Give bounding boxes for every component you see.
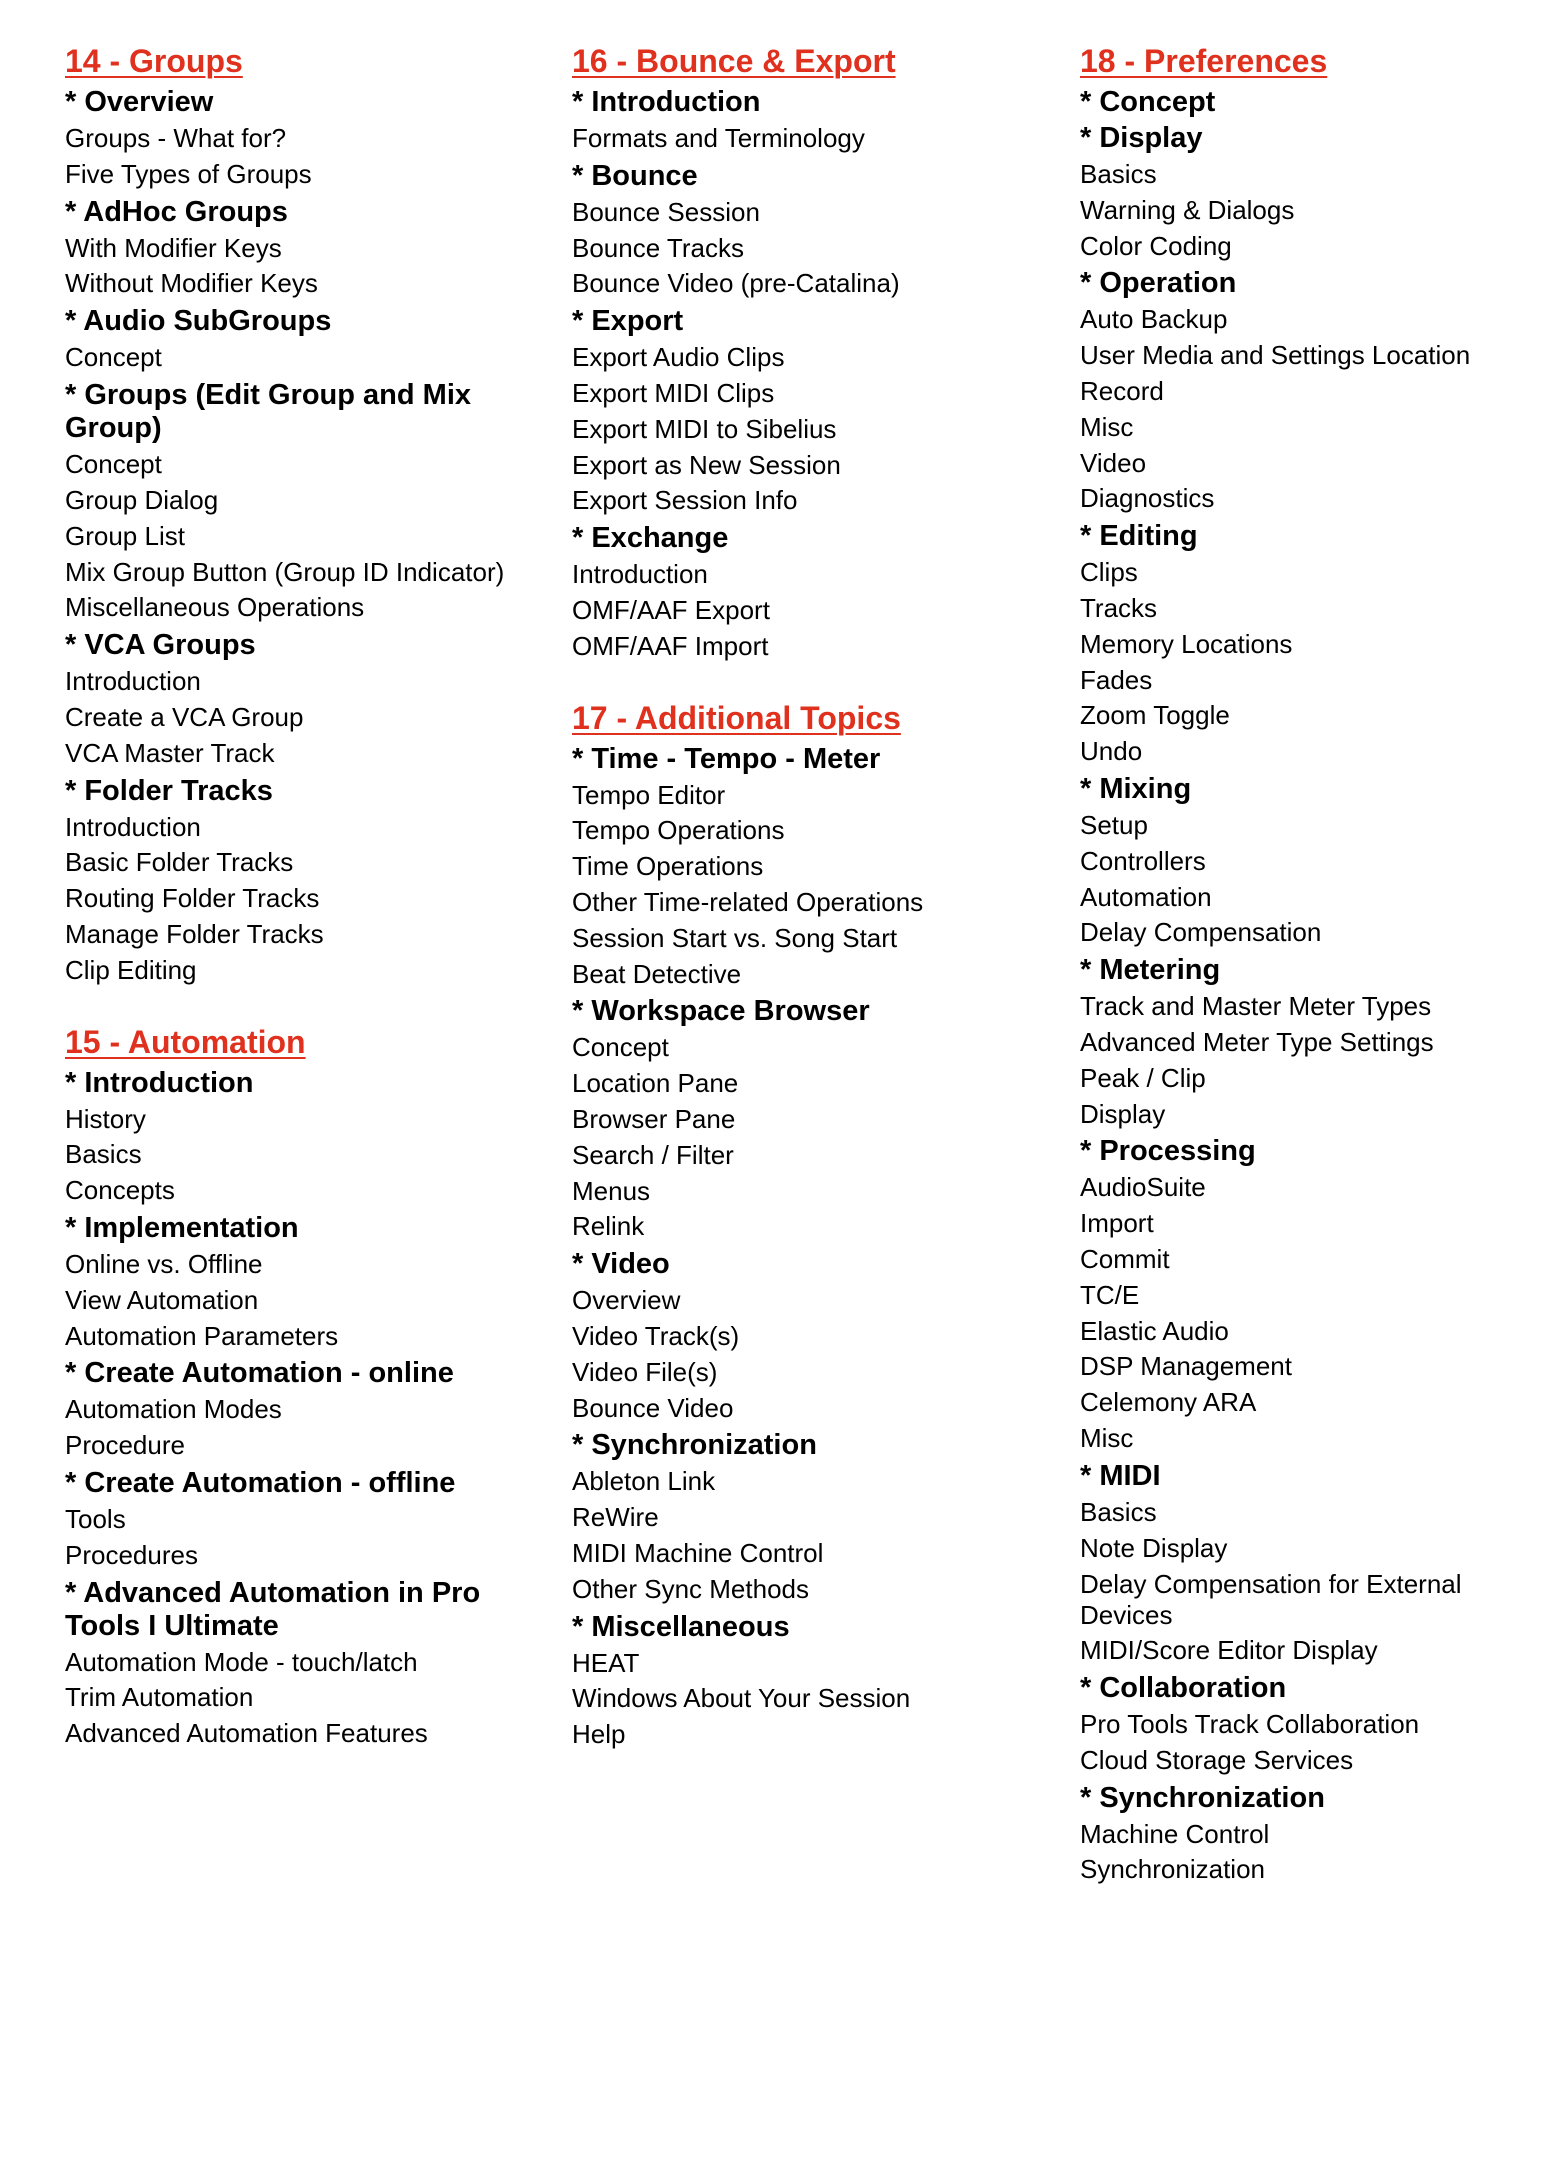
topic-item: Video Track(s) [572,1320,740,1351]
topic-item: Other Sync Methods [572,1573,809,1604]
section-heading: * Display [1080,122,1203,154]
topic-item: Beat Detective [572,958,742,989]
topic-list [65,1102,545,1209]
topic-item: Video File(s) [572,1356,718,1387]
topic-item: Concept [65,448,162,479]
section-heading: * Synchronization [1080,1781,1325,1814]
topic-item: Other Time-related Operations [572,886,924,917]
topic-list [1080,808,1556,951]
topic-item: Without Modifier Keys [65,268,318,299]
section-heading: * Groups (Edit Group and Mix Group) [65,378,471,444]
topic-list [65,1502,545,1574]
topic-item: Concepts [65,1175,175,1206]
topic-list [65,231,545,303]
topic-item: Delay Compensation for External Devices [1080,1569,1462,1631]
topic-item: Basic Folder Tracks [65,847,294,878]
section-heading: * Video [572,1248,670,1281]
topic-item: HEAT [572,1647,640,1678]
topic-list [1080,1495,1556,1669]
section-heading: * Exchange [572,522,729,555]
topic-item: Introduction [65,811,201,842]
topic-list [1080,1707,1556,1779]
topic-item: Relink [572,1211,645,1242]
topic-item: Tracks [1080,592,1158,623]
section-heading: * Bounce [572,159,698,192]
topic-item: Routing Folder Tracks [65,883,320,914]
section-heading: * Introduction [65,1066,254,1099]
topic-item: Clip Editing [65,954,197,985]
topic-item: Delay Compensation [1080,917,1322,948]
chapter-title-link[interactable]: 17 - Additional Topics [572,699,901,736]
topic-item: Automation Parameters [65,1320,339,1351]
topic-item: Overview [572,1285,681,1316]
section-heading: * Advanced Automation in Pro Tools I Ultimate [65,1576,481,1642]
topic-item: Cloud Storage Services [1080,1744,1354,1775]
topic-list [1080,989,1556,1132]
topic-item: With Modifier Keys [65,232,282,263]
section-heading: * Create Automation - online [65,1357,454,1390]
topic-list [65,810,545,989]
topic-item: Bounce Video [572,1392,734,1423]
section-heading: * VCA Groups [65,629,256,662]
topic-item: Introduction [572,559,708,590]
topic-item: OMF/AAF Import [572,630,769,661]
topic-item: Menus [572,1175,651,1206]
topic-item: Note Display [1080,1532,1228,1563]
topic-item: Color Coding [1080,230,1232,261]
topic-list [572,1030,1052,1245]
section-heading: * Introduction [572,86,761,118]
section-heading: * Audio SubGroups [65,305,332,338]
topic-list [572,778,1052,993]
topic-item: Group Dialog [65,484,219,515]
topic-item: Pro Tools Track Collaboration [1080,1709,1420,1740]
topic-list [572,340,1052,519]
topic-list [1080,302,1556,517]
topic-item: Manage Folder Tracks [65,918,324,949]
topic-item: Session Start vs. Song Start [572,922,898,953]
topic-item: Peak / Clip [1080,1062,1206,1093]
topic-list [1080,555,1556,770]
topic-item: Procedure [65,1430,185,1461]
topic-item: Groups - What for? [65,123,287,153]
section-heading: * MIDI [1080,1459,1161,1492]
topic-item: Help [572,1719,626,1750]
section-heading: * Folder Tracks [65,774,273,807]
topic-item: Create a VCA Group [65,701,304,732]
section-heading: * Time - Tempo - Meter [572,742,881,775]
toc-column-3 [1080,40,1556,1888]
topic-item: Clips [1080,557,1138,588]
topic-item: Warning & Dialogs [1080,194,1295,225]
topic-item: User Media and Settings Location [1080,340,1471,371]
section-heading: * Overview [65,86,214,118]
topic-item: Search / Filter [572,1139,734,1170]
topic-list [65,121,545,193]
topic-item: Fades [1080,664,1153,695]
topic-list [65,664,545,771]
topic-item: MIDI/Score Editor Display [1080,1635,1378,1666]
section-heading: * Export [572,305,684,338]
chapter-14-groups [65,40,545,989]
section-heading: * Workspace Browser [572,995,870,1028]
topic-item: Formats and Terminology [572,123,865,153]
topic-item: Advanced Automation Features [65,1718,428,1749]
topic-list [572,557,1052,664]
chapter-15-automation [65,1021,545,1752]
topic-item: Advanced Meter Type Settings [1080,1026,1434,1057]
topic-item: Basics [1080,1496,1157,1527]
topic-item: TC/E [1080,1279,1140,1310]
topic-list [65,447,545,626]
topic-item: Automation [1080,881,1212,912]
topic-item: Memory Locations [1080,628,1293,659]
toc-column-1 [65,40,545,1752]
topic-item: Commit [1080,1243,1170,1274]
topic-item: Bounce Tracks [572,232,744,263]
topic-item: VCA Master Track [65,737,275,768]
topic-item: Synchronization [1080,1854,1265,1885]
topic-item: OMF/AAF Export [572,594,770,625]
topic-item: History [65,1103,146,1134]
topic-item: Import [1080,1208,1154,1239]
topic-item: Auto Backup [1080,304,1228,335]
topic-item: Export Session Info [572,485,798,516]
topic-item: Tools [65,1503,126,1534]
topic-item: Group List [65,520,185,551]
topic-item: Record [1080,375,1164,406]
topic-item: Five Types of Groups [65,158,312,189]
section-heading: * Editing [1080,520,1198,553]
chapter-title-link[interactable]: 16 - Bounce & Export [572,43,896,79]
topic-item: Automation Modes [65,1394,282,1425]
topic-item: Basics [1080,159,1157,189]
topic-item: Export MIDI to Sibelius [572,413,837,444]
topic-list [65,1392,545,1464]
chapter-17-additional-topics [572,697,1052,1753]
topic-list [572,121,1052,157]
topic-item: Celemony ARA [1080,1387,1257,1418]
topic-item: Procedures [65,1539,198,1570]
chapter-title-link[interactable]: 15 - Automation [65,1023,306,1060]
topic-item: Undo [1080,736,1143,767]
chapter-title-link[interactable]: 18 - Preferences [1080,43,1328,79]
topic-item: Misc [1080,411,1134,442]
topic-item: Miscellaneous Operations [65,592,365,623]
topic-item: Diagnostics [1080,483,1215,514]
chapter-18-preferences [1080,40,1556,1888]
topic-list [1080,1170,1556,1456]
topic-item: Misc [1080,1422,1134,1453]
topic-item: Controllers [1080,845,1206,876]
section-heading: * Synchronization [572,1429,817,1462]
topic-item: Export Audio Clips [572,342,785,373]
topic-item: Tempo Operations [572,815,785,846]
topic-item: Automation Mode - touch/latch [65,1646,418,1677]
section-heading: * AdHoc Groups [65,195,288,228]
topic-list [65,1645,545,1752]
section-heading: * Metering [1080,954,1221,987]
topic-item: Export as New Session [572,449,841,480]
topic-item: Introduction [65,666,201,697]
topic-item: AudioSuite [1080,1172,1206,1203]
topic-item: Browser Pane [572,1103,736,1134]
section-heading: * Collaboration [1080,1672,1287,1705]
topic-item: DSP Management [1080,1351,1292,1382]
topic-item: Bounce Video (pre-Catalina) [572,268,900,299]
section-heading: * Miscellaneous [572,1610,790,1643]
section-heading: * Implementation [65,1211,299,1244]
topic-item: Trim Automation [65,1682,254,1713]
topic-item: View Automation [65,1284,259,1315]
topic-list [1080,157,1556,264]
toc-column-2 [572,40,1052,1753]
topic-item: Zoom Toggle [1080,700,1230,731]
chapter-title-link[interactable]: 14 - Groups [65,43,243,79]
topic-item: Concept [572,1032,669,1063]
topic-item: Machine Control [1080,1818,1270,1849]
topic-item: Track and Master Meter Types [1080,991,1432,1022]
topic-item: Bounce Session [572,196,760,227]
section-heading: * Operation [1080,267,1237,300]
topic-list [65,1247,545,1354]
topic-list [572,195,1052,302]
topic-item: Tempo Editor [572,779,726,810]
topic-list [65,340,545,376]
topic-item: MIDI Machine Control [572,1537,824,1568]
section-heading: * Processing [1080,1135,1256,1168]
topic-item: Setup [1080,809,1148,840]
section-heading: * Concept [1080,86,1216,118]
topic-item: Ableton Link [572,1466,716,1497]
topic-item: Basics [65,1139,142,1170]
topic-item: Elastic Audio [1080,1315,1229,1346]
topic-list [572,1283,1052,1426]
topic-item: Time Operations [572,851,764,882]
chapter-16-bounce-export [572,40,1052,665]
topic-list [572,1464,1052,1607]
section-heading: * Mixing [1080,772,1192,805]
topic-item: Mix Group Button (Group ID Indicator) [65,557,505,588]
topic-item: Windows About Your Session [572,1683,911,1714]
topic-item: ReWire [572,1502,659,1533]
topic-item: Concept [65,342,162,373]
section-heading: * Create Automation - offline [65,1466,456,1499]
topic-item: Location Pane [572,1068,739,1099]
topic-list [1080,1817,1556,1889]
topic-list [572,1646,1052,1753]
topic-item: Export MIDI Clips [572,377,775,408]
topic-item: Video [1080,447,1147,478]
topic-item: Online vs. Offline [65,1248,263,1279]
topic-item: Display [1080,1098,1166,1129]
